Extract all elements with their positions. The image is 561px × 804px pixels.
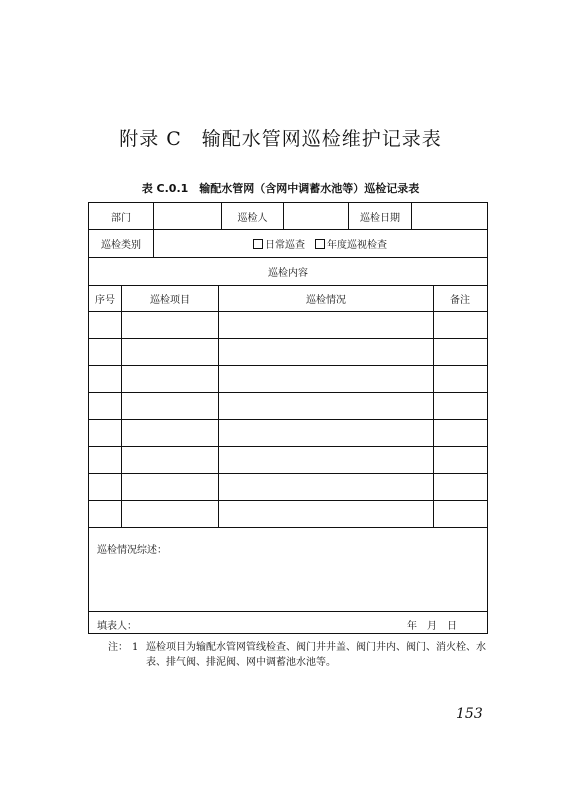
table-row bbox=[89, 420, 487, 447]
item-cell[interactable] bbox=[122, 339, 219, 365]
status-cell[interactable] bbox=[219, 339, 434, 365]
serial-cell[interactable] bbox=[89, 447, 122, 473]
item-cell[interactable] bbox=[122, 393, 219, 419]
note-text: 巡检项目为输配水管网管线检查、阀门井井盖、阀门井内、阀门、消火栓、水表、排气阀、排泥阀、网中调蓄池水池等。 bbox=[146, 642, 486, 668]
serial-cell[interactable] bbox=[89, 339, 122, 365]
remarks-cell[interactable] bbox=[434, 312, 486, 338]
serial-cell[interactable] bbox=[89, 501, 122, 527]
item-cell[interactable] bbox=[122, 420, 219, 446]
category-options bbox=[154, 230, 486, 257]
column-header-serial: 序号 bbox=[89, 286, 122, 311]
inspection-date-field[interactable] bbox=[412, 203, 486, 229]
status-cell[interactable] bbox=[219, 420, 434, 446]
serial-cell[interactable] bbox=[89, 474, 122, 500]
checkbox-icon bbox=[253, 239, 263, 249]
table-row bbox=[89, 474, 487, 501]
category-row bbox=[89, 230, 487, 258]
status-cell[interactable] bbox=[219, 393, 434, 419]
table-row bbox=[89, 393, 487, 420]
inspection-summary-label: 巡检情况综述： bbox=[97, 545, 167, 556]
footer-date: 年 月 日 bbox=[407, 621, 457, 632]
department-field[interactable] bbox=[154, 203, 222, 229]
column-header-status: 巡检情况 bbox=[219, 286, 434, 311]
summary-area[interactable] bbox=[89, 528, 487, 612]
appendix-title: 附录 C 输配水管网巡检维护记录表 bbox=[119, 128, 442, 150]
item-cell[interactable] bbox=[122, 366, 219, 392]
serial-cell[interactable] bbox=[89, 366, 122, 392]
inspector-field[interactable] bbox=[284, 203, 349, 229]
annual-inspection-label: 年度巡视检查 bbox=[327, 240, 387, 251]
table-row bbox=[89, 501, 487, 528]
status-cell[interactable] bbox=[219, 312, 434, 338]
remarks-cell[interactable] bbox=[434, 447, 486, 473]
remarks-cell[interactable] bbox=[434, 393, 486, 419]
inspection-record-form bbox=[88, 202, 488, 634]
table-caption: 表 C.0.1 输配水管网（含网中调蓄水池等）巡检记录表 bbox=[141, 182, 420, 195]
status-cell[interactable] bbox=[219, 501, 434, 527]
table-row bbox=[89, 339, 487, 366]
column-header-remarks: 备注 bbox=[450, 295, 470, 306]
serial-cell[interactable] bbox=[89, 312, 122, 338]
remarks-cell[interactable] bbox=[434, 339, 486, 365]
item-cell[interactable] bbox=[122, 474, 219, 500]
inspector-label: 巡检人 bbox=[222, 203, 284, 229]
remarks-cell[interactable] bbox=[434, 366, 486, 392]
remarks-cell[interactable] bbox=[434, 501, 486, 527]
inspection-date-label: 巡检日期 bbox=[349, 203, 412, 229]
content-header: 巡检内容 bbox=[268, 268, 308, 279]
daily-inspection-label: 日常巡查 bbox=[265, 240, 305, 251]
item-cell[interactable] bbox=[122, 447, 219, 473]
header-info-row bbox=[89, 203, 487, 230]
daily-inspection-checkbox[interactable] bbox=[253, 236, 305, 251]
item-cell[interactable] bbox=[122, 501, 219, 527]
serial-cell[interactable] bbox=[89, 393, 122, 419]
content-header-row bbox=[89, 258, 487, 286]
table-row bbox=[89, 366, 487, 393]
item-cell[interactable] bbox=[122, 312, 219, 338]
table-row bbox=[89, 312, 487, 339]
status-cell[interactable] bbox=[219, 474, 434, 500]
column-header-row bbox=[89, 286, 487, 312]
status-cell[interactable] bbox=[219, 447, 434, 473]
form-filler-label: 填表人： bbox=[97, 621, 137, 632]
remarks-cell[interactable] bbox=[434, 474, 486, 500]
category-label: 巡检类别 bbox=[89, 230, 154, 257]
table-row bbox=[89, 447, 487, 474]
checkbox-icon bbox=[315, 239, 325, 249]
note-label: 注： bbox=[108, 642, 128, 653]
status-cell[interactable] bbox=[219, 366, 434, 392]
note-number: 1 bbox=[132, 642, 139, 653]
department-label: 部门 bbox=[89, 203, 154, 229]
remarks-cell[interactable] bbox=[434, 420, 486, 446]
serial-cell[interactable] bbox=[89, 420, 122, 446]
page-number: 153 bbox=[456, 706, 483, 722]
column-header-item: 巡检项目 bbox=[122, 286, 219, 311]
annual-inspection-checkbox[interactable] bbox=[315, 236, 387, 251]
